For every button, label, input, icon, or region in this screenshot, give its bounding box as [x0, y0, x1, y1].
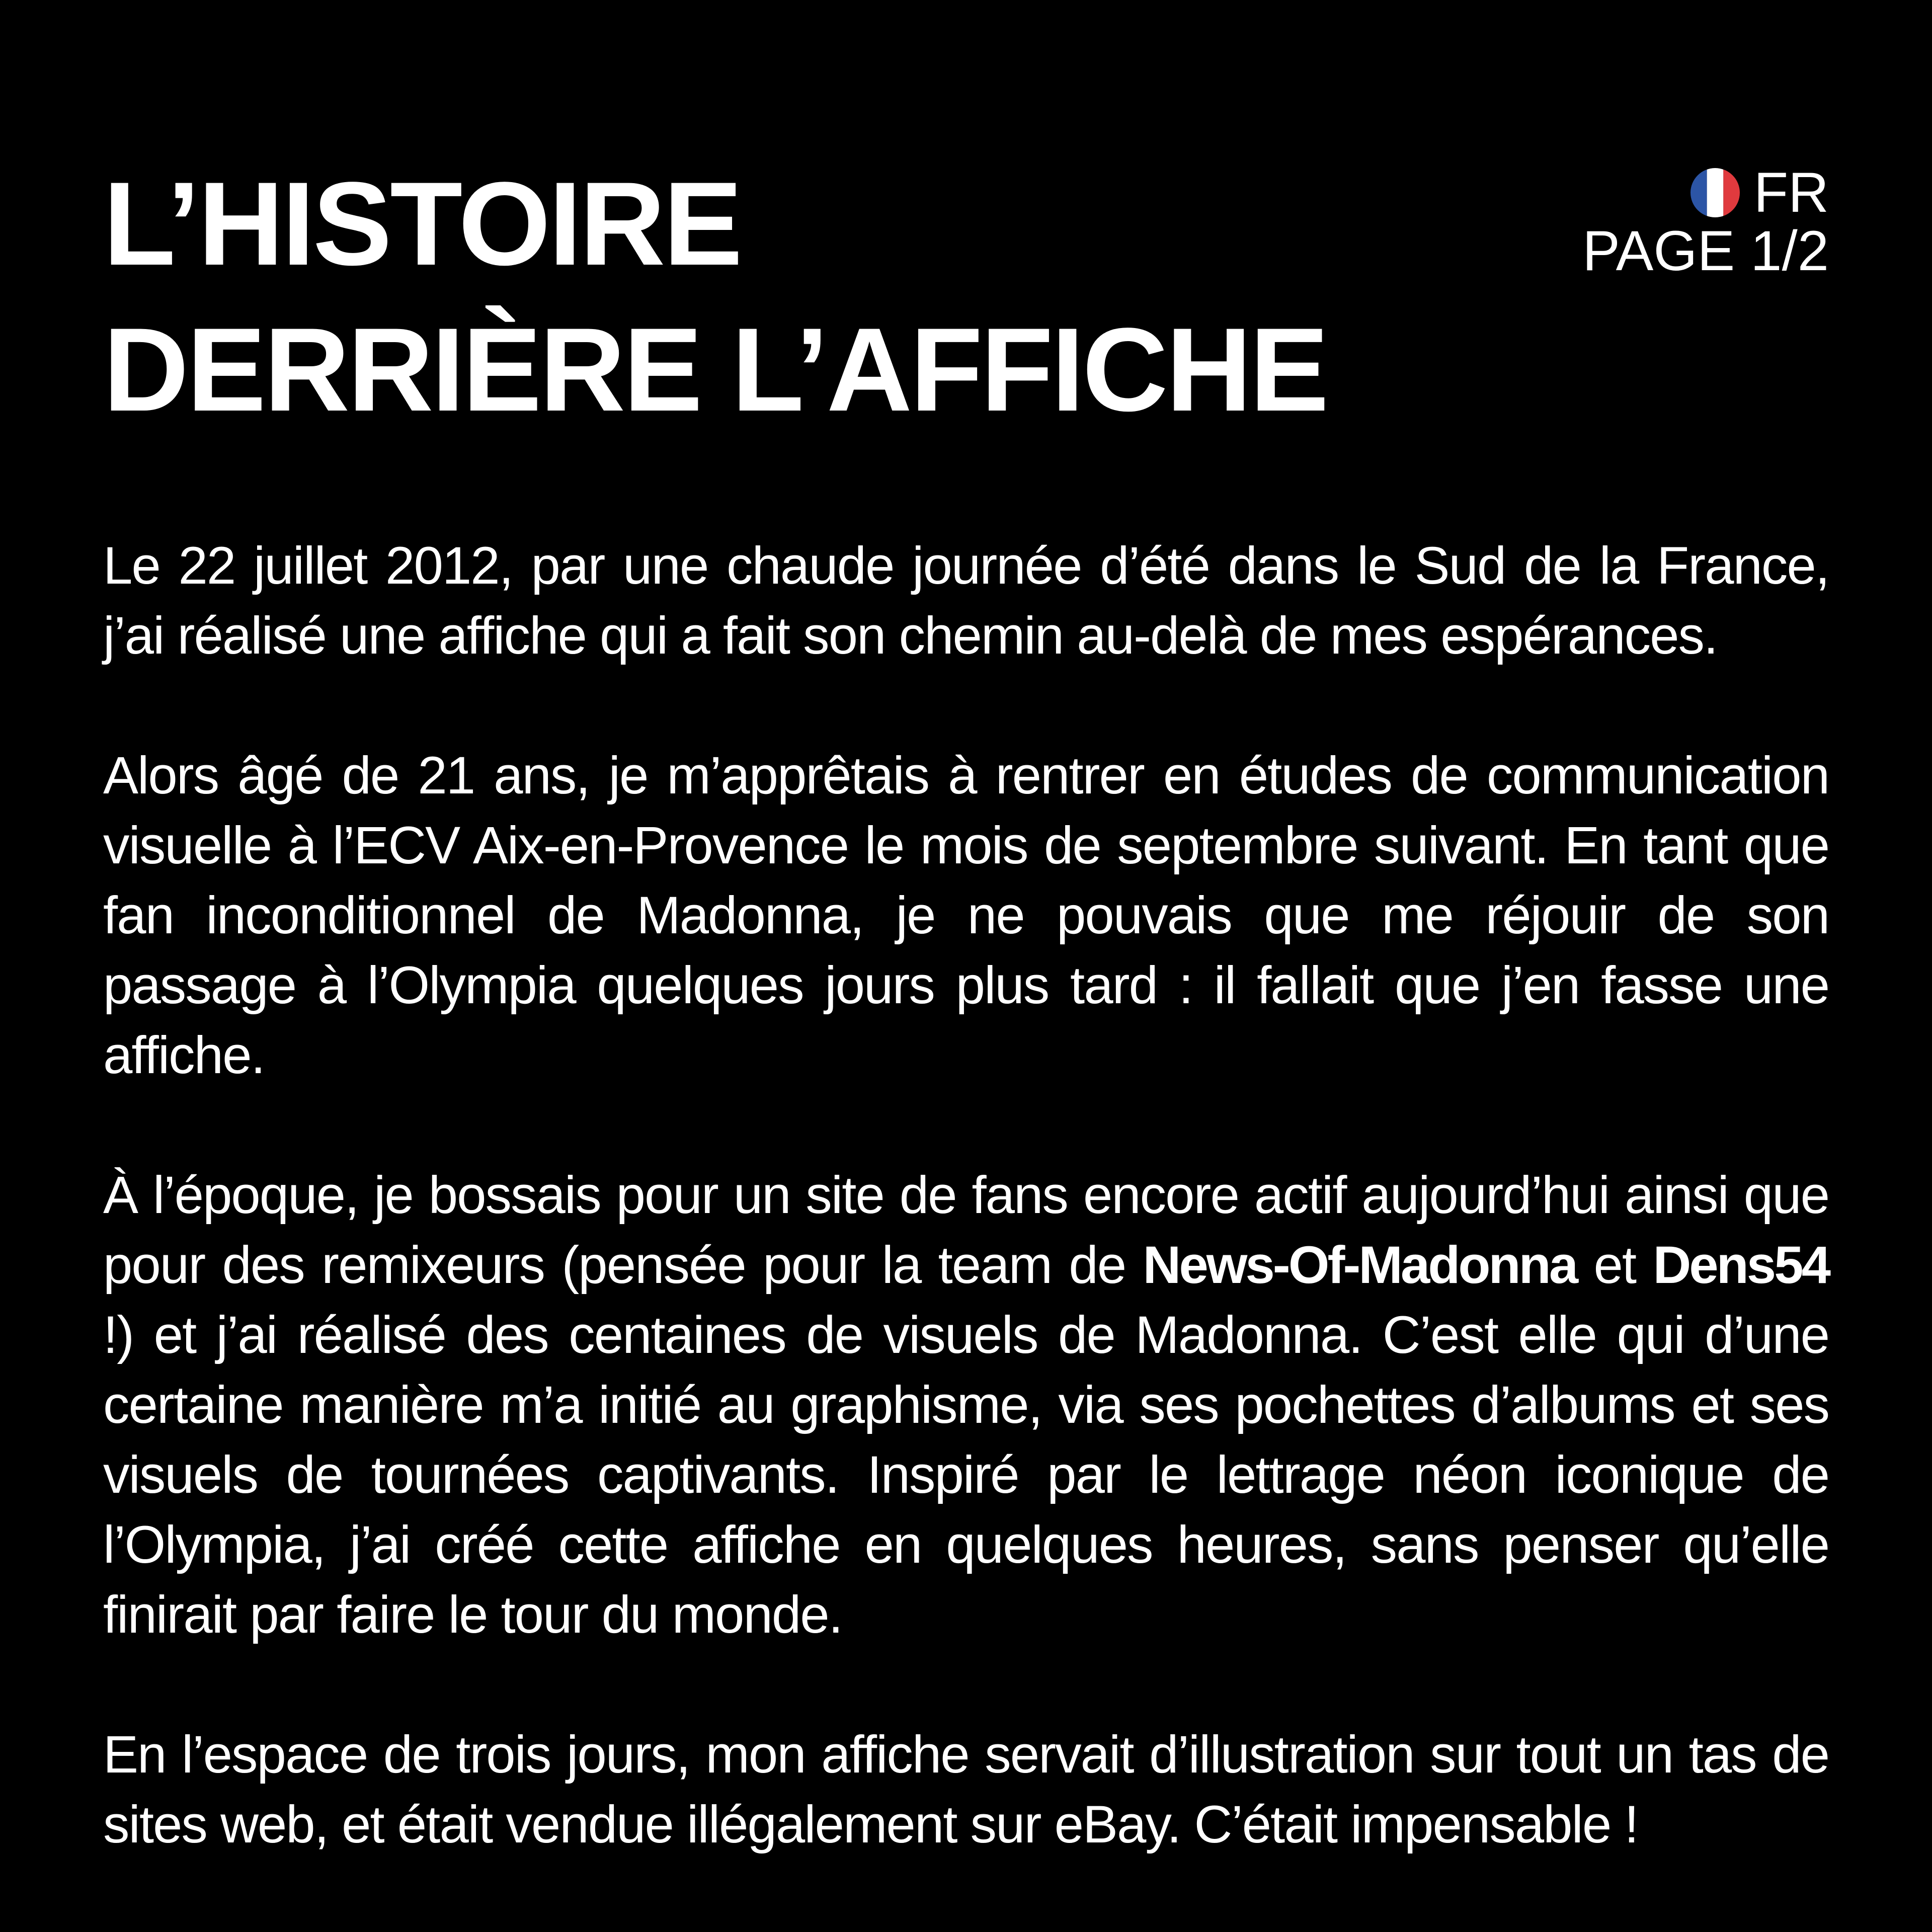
title-line-2: DERRIÈRE L’AFFICHE [103, 303, 1327, 436]
paragraph-1: Le 22 juillet 2012, par une chaude journée d’été dans le Sud de la France, j’ai réalisé une affiche qui a fait son chemin au-delà de mes espérances. [103, 536, 1829, 665]
page-title [103, 151, 1327, 443]
language-code: FR [1753, 161, 1829, 224]
page-meta [1582, 161, 1829, 282]
dens54-mention: Dens54 [1653, 1236, 1829, 1295]
paragraph-2: Alors âgé de 21 ans, je m’apprêtais à rentrer en études de communication visuelle à l’ECV Aix-en-Provence le mois de septembre suivant. En tant que fan inconditionnel de Madonna, je ne pouvais que me réjouir de son passage à l’Olympia quelques jours plus tard : il fallait que j’en fasse une affiche. [103, 746, 1829, 1085]
paragraph-3-text-3: !) et j’ai réalisé des centaines de visuels de Madonna. C’est elle qui d’une certaine manière m’a initié au graphisme, via ses pochettes d’albums et ses visuels de tournées captivants. Inspiré par le lettrage néon iconique de l’Olympia, j’ai créé cette affiche en quelques heures, sans penser qu’elle finirait par faire le tour du monde. [103, 1306, 1829, 1644]
paragraph-3-text-1: À l’époque, je bossais pour un site de fans encore actif aujourd’hui ainsi que pour des remixeurs (pensée pour la team de [103, 1166, 1829, 1295]
france-flag-icon [1691, 168, 1740, 217]
paragraph-4: En l’espace de trois jours, mon affiche servait d’illustration sur tout un tas de sites web, et était vendue illégalement sur eBay. C’était impensable ! [103, 1725, 1829, 1854]
title-line-1: L’HISTOIRE [103, 157, 741, 290]
news-of-madonna-mention: News-Of-Madonna [1143, 1236, 1577, 1295]
story-body [103, 531, 1829, 1929]
language-indicator [1582, 161, 1829, 224]
page-indicator: PAGE 1/2 [1582, 219, 1829, 282]
paragraph-3-text-2: et [1576, 1236, 1653, 1295]
paragraph-3 [103, 1160, 1829, 1650]
